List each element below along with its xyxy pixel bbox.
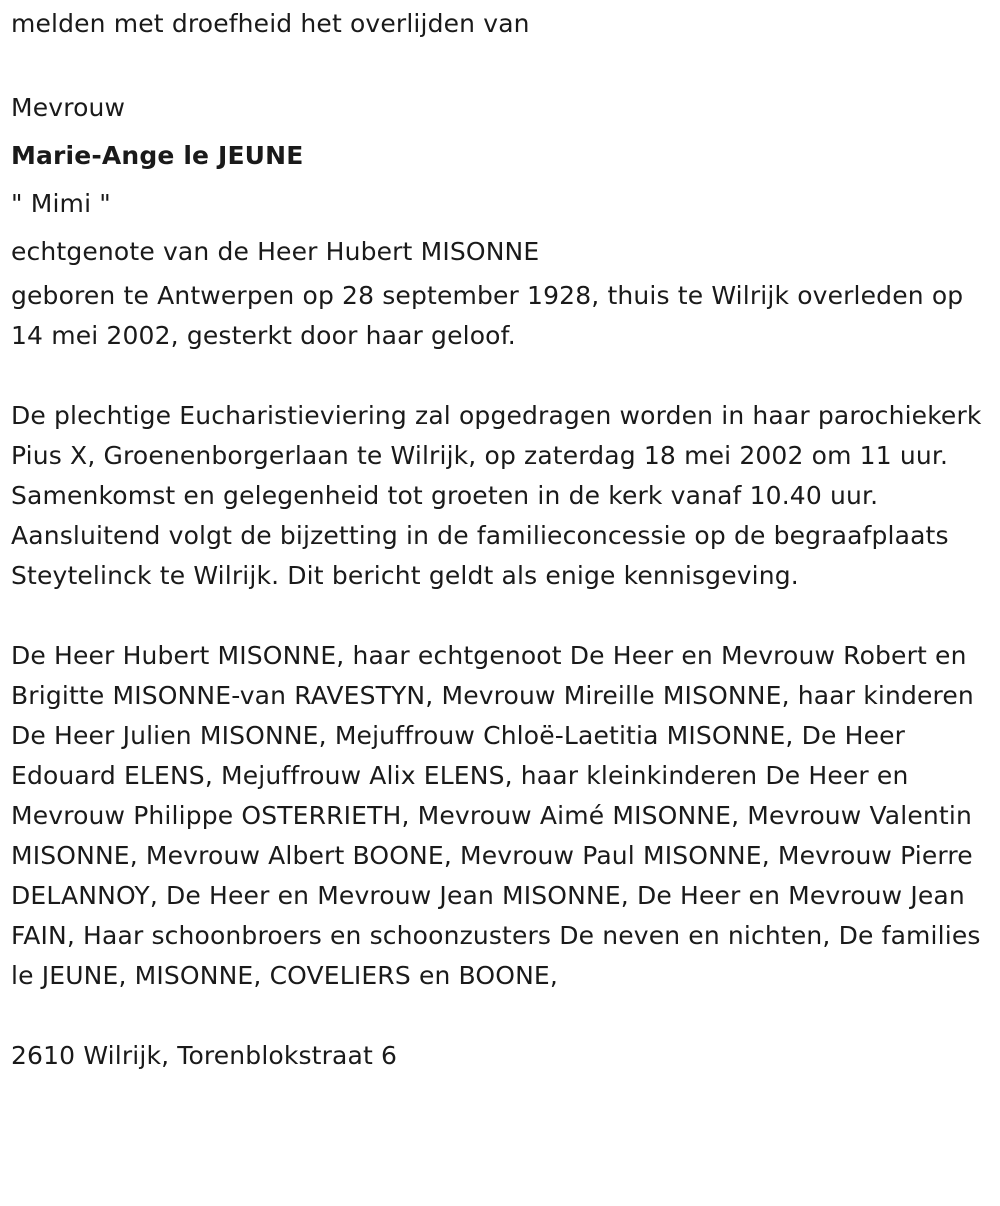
obituary-notice [11,4,995,1076]
nickname: " Mimi " [11,189,111,218]
address-line: 2610 Wilrijk, Torenblokstraat 6 [11,1041,398,1070]
deceased-block [11,84,995,276]
spouse-line: echtgenote van de Heer Hubert MISONNE [11,237,540,266]
service-paragraph: De plechtige Eucharistieviering zal opgedragen worden in haar parochiekerk Pius X, Groenenborgerlaan te Wilrijk, op zaterdag 18 mei 2002 om 11 uur. Samenkomst en gelegenheid tot groeten in de kerk vanaf 10.40 uur. Aansluitend volgt de bijzetting in de familieconcessie op de begraafplaats Steytelinck te Wilrijk. Dit bericht geldt als enige kennisgeving. [11,401,982,590]
birth-death-paragraph: geboren te Antwerpen op 28 september 1928, thuis te Wilrijk overleden op 14 mei 2002, gesterkt door haar geloof. [11,281,964,350]
family-paragraph: De Heer Hubert MISONNE, haar echtgenoot De Heer en Mevrouw Robert en Brigitte MISONNE-van RAVESTYN, Mevrouw Mireille MISONNE, haar kinderen De Heer Julien MISONNE, Mejuffrouw Chloë-Laetitia MISONNE, De Heer Edouard ELENS, Mejuffrouw Alix ELENS, haar kleinkinderen De Heer en Mevrouw Philippe OSTERRIETH, Mevrouw Aimé MISONNE, Mevrouw Valentin MISONNE, Mevrouw Albert BOONE, Mevrouw Paul MISONNE, Mevrouw Pierre DELANNOY, De Heer en Mevrouw Jean MISONNE, De Heer en Mevrouw Jean FAIN, Haar schoonbroers en schoonzusters De neven en nichten, De families le JEUNE, MISONNE, COVELIERS en BOONE, [11,641,981,990]
spacer [11,996,995,1036]
intro-text: melden met droefheid het overlijden van [11,9,530,38]
spacer [11,356,995,396]
spacer [11,596,995,636]
honorific-title: Mevrouw [11,93,126,122]
deceased-name: Marie-Ange le JEUNE [11,141,304,170]
